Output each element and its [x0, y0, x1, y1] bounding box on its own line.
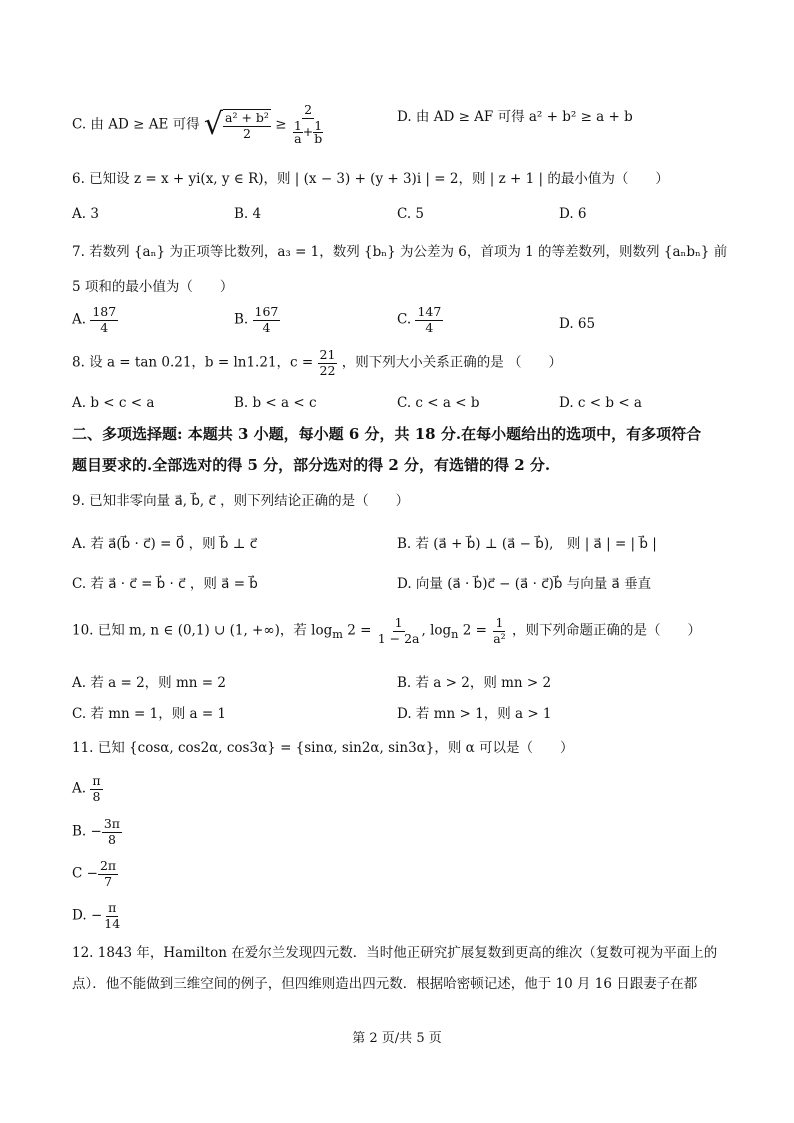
q10-mid3: 2 =: [458, 622, 487, 639]
q7-a-num: 187: [92, 304, 117, 319]
q10-stem-post: ，则下列命题正确的是（ ）: [511, 622, 701, 639]
q10-f1-num: 1: [394, 615, 403, 630]
radical-sign-icon: √: [203, 106, 224, 142]
q7-a-label: A.: [72, 311, 87, 328]
q6-option-d: D. 6: [559, 206, 587, 222]
q5-c-frac-1a-den: a: [294, 131, 302, 146]
q5-c-rhs-den: [291, 119, 325, 146]
q11-b-sign: −: [90, 823, 102, 840]
q11-d-sign: −: [90, 907, 103, 924]
q7-stem-line2: 5 项和的最小值为（ ）: [72, 279, 234, 295]
q5-c-radicand-den: 2: [242, 125, 251, 141]
q11-c-label: C: [72, 865, 83, 882]
q6-stem: 6. 已知设 z = x + yi(x, y ∈ R)，则 | (x − 3) + (y + 3)i | = 2，则 | z + 1 | 的最小值为（ ）: [72, 171, 669, 187]
q10-mid1: 2 =: [342, 622, 372, 639]
q5-c-sqrt: [203, 106, 271, 142]
q10-option-c: C. 若 mn = 1，则 a = 1: [72, 706, 227, 722]
q11-b-num: 3π: [103, 816, 120, 831]
q7-c-num: 147: [417, 304, 442, 319]
q5-option-c: [72, 104, 325, 146]
q5-c-prefix: C. 由 AD ≥ AE 可得: [72, 116, 200, 133]
q5-option-d: D. 由 AD ≥ AF 可得 a² + b² ≥ a + b: [397, 109, 633, 125]
q10-f2-den: a²: [493, 630, 506, 646]
q8-stem-post: ，则下列大小关系正确的是 （ ）: [341, 354, 562, 371]
q7-c-fraction: [415, 306, 443, 334]
q8-c-den: 22: [319, 362, 336, 378]
q11-stem: 11. 已知 {cosα, cos2α, cos3α} = {sinα, sin2α, sin3α}，则 α 可以是（ ）: [72, 740, 574, 756]
q11-b-fraction: [102, 818, 122, 846]
q10-option-d: D. 若 mn > 1，则 a > 1: [397, 706, 552, 722]
q7-c-den: 4: [425, 319, 434, 335]
q5-c-frac-1a: [293, 117, 303, 146]
q10-option-b: B. 若 a > 2，则 mn > 2: [397, 675, 552, 691]
q10-fraction-2: [491, 617, 507, 645]
q7-a-den: 4: [100, 319, 109, 335]
q6-option-c: C. 5: [397, 206, 425, 222]
q7-option-d: D. 65: [559, 316, 596, 332]
q10-sub-n: n: [451, 628, 459, 642]
section-2-heading-line1: 二、多项选择题: 本题共 3 小题，每小题 6 分，共 18 分.在每小题给出的选项中，有多项符合: [72, 425, 702, 443]
q5-c-frac-1b: [313, 117, 323, 146]
q11-b-label: B.: [72, 823, 87, 840]
q10-stem-pre: 10. 已知 m, n ∈ (0,1) ∪ (1, +∞)，若 log: [72, 622, 333, 639]
q8-option-a: A. b < c < a: [72, 395, 155, 411]
q11-d-num: π: [108, 900, 117, 915]
q10-f1-den: 1 − 2a: [377, 630, 420, 646]
q9-option-d: D. 向量 (a⃗ · b⃗)c⃗ − (a⃗ · c⃗)b⃗ 与向量 a⃗ 垂直: [397, 576, 652, 592]
q11-c-sign: −: [86, 865, 98, 882]
q7-option-c: [397, 306, 443, 334]
q6-option-a: A. 3: [72, 206, 99, 222]
q11-option-b: [72, 818, 122, 846]
page-footer: 第 2 页/共 5 页: [352, 1031, 442, 1046]
q11-option-d: [72, 902, 122, 930]
q8-option-b: B. b < a < c: [234, 395, 317, 411]
q11-option-c: [72, 860, 118, 888]
q7-option-a: [72, 306, 118, 334]
q5-c-frac-1b-num: 1: [314, 117, 323, 133]
q11-d-label: D.: [72, 907, 87, 924]
q11-a-label: A.: [72, 780, 87, 797]
q7-b-num: 167: [254, 304, 279, 319]
q11-c-den: 7: [104, 873, 113, 889]
q9-option-c: C. 若 a⃗ · c⃗ = b⃗ · c⃗ ，则 a⃗ = b⃗: [72, 576, 258, 592]
q8-stem: [72, 349, 562, 377]
q5-c-rhs-fraction: [291, 104, 325, 146]
q10-sub-m: m: [332, 628, 343, 642]
section-2-heading-line2: 题目要求的.全部选对的得 5 分，部分选对的得 2 分，有选错的得 2 分.: [72, 456, 551, 474]
q11-c-fraction: [98, 860, 118, 888]
q8-stem-pre: 8. 设 a = tan 0.21，b = ln1.21，c =: [72, 354, 314, 371]
q8-option-d: D. c < b < a: [559, 395, 642, 411]
q5-c-frac-1b-den: b: [314, 131, 323, 146]
q11-d-den: 14: [104, 915, 121, 931]
q7-option-b: [234, 306, 280, 334]
q10-f2-num: 1: [495, 615, 504, 630]
q10-mid2: , log: [421, 622, 452, 639]
q9-stem: 9. 已知非零向量 a⃗, b⃗, c⃗ ，则下列结论正确的是（ ）: [72, 493, 410, 509]
q11-a-num: π: [92, 773, 101, 788]
q11-a-den: 8: [92, 788, 101, 804]
q11-a-fraction: [90, 775, 102, 803]
q5-c-plus: +: [302, 124, 314, 140]
q7-a-fraction: [90, 306, 118, 334]
q5-c-geq: ≥: [275, 116, 287, 133]
q9-option-b: B. 若 (a⃗ + b⃗) ⊥ (a⃗ − b⃗), 则 | a⃗ | = | b⃗ |: [397, 536, 657, 552]
q10-stem: [72, 617, 701, 645]
q8-c-num: 21: [319, 347, 336, 362]
q7-stem-line1: 7. 若数列 {aₙ} 为正项等比数列，a₃ = 1，数列 {bₙ} 为公差为 6，首项为 1 的等差数列，则数列 {aₙbₙ} 前: [72, 244, 728, 260]
q11-option-a: [72, 775, 103, 803]
q5-c-radicand-num: a² + b²: [225, 110, 269, 126]
q5-c-frac-1a-num: 1: [293, 117, 302, 133]
q8-option-c: C. c < a < b: [397, 395, 480, 411]
q7-b-den: 4: [262, 319, 271, 335]
q8-c-fraction: [318, 349, 338, 377]
q5-c-rhs-num: 2: [304, 102, 313, 117]
q7-b-label: B.: [234, 311, 249, 328]
q7-c-label: C.: [397, 311, 412, 328]
q9-option-a: A. 若 a⃗(b⃗ · c⃗) = 0⃗ ，则 b⃗ ⊥ c⃗: [72, 536, 258, 552]
q11-d-fraction: [102, 902, 122, 930]
q5-c-radicand: [223, 109, 271, 140]
q10-option-a: A. 若 a = 2，则 mn = 2: [72, 675, 226, 691]
q10-fraction-1: [376, 617, 422, 645]
q6-option-b: B. 4: [234, 206, 262, 222]
q11-b-den: 8: [107, 831, 116, 847]
q7-b-fraction: [253, 306, 281, 334]
q12-stem-line2: 点）．他不能做到三维空间的例子，但四维则造出四元数．根据哈密顿记述，他于 10 月 16 日跟妻子在都: [72, 976, 698, 992]
q12-stem-line1: 12. 1843 年，Hamilton 在爱尔兰发现四元数．当时他正研究扩展复数到更高的维次（复数可视为平面上的: [72, 945, 718, 961]
q11-c-num: 2π: [99, 858, 117, 873]
